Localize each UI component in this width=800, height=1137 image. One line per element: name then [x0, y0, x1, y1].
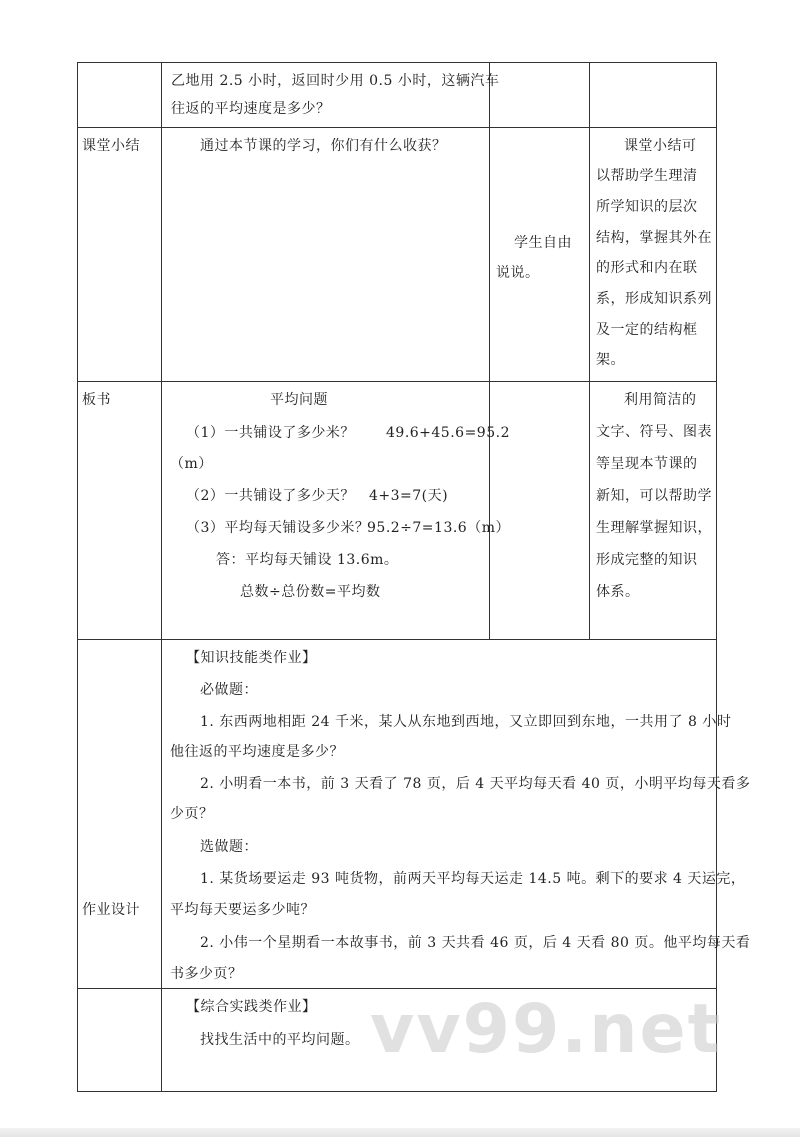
- board-intent-line-3: 等呈现本节课的: [596, 456, 698, 472]
- summary-student-line-2: 说说。: [496, 265, 540, 281]
- board-intent-line-1: 利用简洁的: [624, 392, 697, 408]
- continuation-line-1: 乙地用 2.5 小时，返回时少用 0.5 小时，这辆汽车: [171, 73, 500, 89]
- homework-o2-line-1: 2. 小伟一个星期看一本故事书，前 3 天共看 46 页，后 4 天看 80 页。他平均每天看: [200, 935, 751, 951]
- board-q1: （1）一共铺设了多少米？: [186, 425, 355, 441]
- summary-intent-line-5: 的形式和内在联: [596, 260, 698, 276]
- page-bottom-edge: [0, 1128, 800, 1137]
- summary-student-line-1: 学生自由: [514, 235, 572, 251]
- board-q3: （3）平均每天铺设多少米？: [186, 520, 370, 536]
- homework-r2-line-2: 少页？: [170, 806, 214, 822]
- summary-intent-line-1: 课堂小结可: [624, 138, 697, 154]
- practice-content: 找找生活中的平均问题。: [200, 1032, 360, 1048]
- practice-section-title: 【综合实践类作业】: [186, 999, 317, 1015]
- homework-r1-line-2: 他往返的平均速度是多少？: [170, 744, 344, 760]
- row-divider-3: [77, 639, 717, 640]
- board-title: 平均问题: [270, 392, 328, 408]
- row-divider-2: [77, 381, 717, 382]
- homework-optional-label: 选做题：: [200, 839, 258, 855]
- summary-intent-line-3: 所学知识的层次: [596, 199, 698, 215]
- summary-intent-line-7: 及一定的结构框: [596, 322, 698, 338]
- continuation-line-2: 往返的平均速度是多少？: [171, 101, 331, 117]
- board-q1-unit: （m）: [170, 456, 213, 472]
- summary-intent-line-8: 架。: [596, 352, 625, 368]
- column-divider-student: [489, 62, 490, 640]
- summary-intent-line-4: 结构，掌握其外在: [596, 230, 712, 246]
- table-border-bottom: [77, 1091, 717, 1092]
- table-border-top: [77, 62, 717, 63]
- homework-r1-line-1: 1. 东西两地相距 24 千米，某人从东地到西地，又立即回到东地，一共用了 8 小时: [200, 714, 732, 730]
- summary-intent-line-6: 系，形成知识系列: [596, 291, 712, 307]
- homework-label: 作业设计: [82, 902, 140, 918]
- homework-section1-title: 【知识技能类作业】: [186, 650, 317, 666]
- board-intent-line-7: 体系。: [596, 584, 640, 600]
- board-answer: 答：平均每天铺设 13.6m。: [216, 552, 399, 568]
- board-formula: 总数÷总份数=平均数: [240, 584, 381, 600]
- summary-intent-line-2: 以帮助学生理清: [596, 168, 698, 184]
- summary-label: 课堂小结: [82, 138, 140, 154]
- homework-r2-line-1: 2. 小明看一本书，前 3 天看了 78 页，后 4 天平均每天看 40 页，小明平均每天看多: [200, 776, 751, 792]
- row-divider-1: [77, 127, 717, 128]
- board-q2: （2）一共铺设了多少天？: [186, 488, 355, 504]
- homework-o1-line-2: 平均每天要运多少吨？: [170, 902, 315, 918]
- watermark: vv99.net: [370, 990, 723, 1069]
- homework-o1-line-1: 1. 某货场要运走 93 吨货物，前两天平均每天运走 14.5 吨。剩下的要求 4 天运完，: [200, 871, 746, 887]
- board-q2-calc: 4+3=7(天): [369, 488, 449, 504]
- board-intent-line-2: 文字、符号、图表: [596, 424, 712, 440]
- board-intent-line-5: 生理解掌握知识，: [596, 520, 712, 536]
- homework-required-label: 必做题：: [200, 682, 258, 698]
- column-divider-intent: [589, 62, 590, 640]
- board-q1-calc: 49.6+45.6=95.2: [386, 425, 510, 441]
- table-border-left: [77, 62, 78, 1092]
- board-intent-line-4: 新知，可以帮助学: [596, 488, 712, 504]
- column-divider-label: [161, 62, 162, 1092]
- summary-content: 通过本节课的学习，你们有什么收获？: [200, 138, 447, 154]
- board-intent-line-6: 形成完整的知识: [596, 552, 698, 568]
- homework-o2-line-2: 书多少页？: [170, 966, 243, 982]
- board-label: 板书: [82, 392, 111, 408]
- board-q3-calc: 95.2÷7=13.6（m）: [367, 520, 510, 536]
